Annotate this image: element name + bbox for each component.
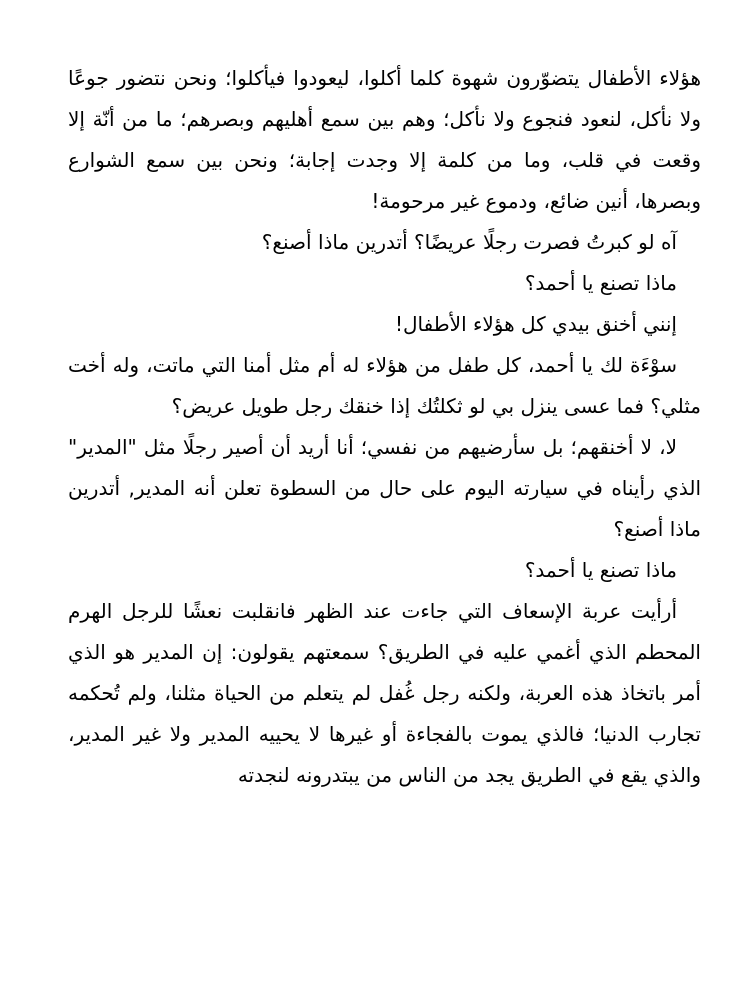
paragraph-3: ماذا تصنع يا أحمد؟ (524, 271, 677, 295)
paragraph-1: هؤلاء الأطفال يتضوّرون شهوة كلما أكلوا، ليعودوا فيأكلوا؛ ونحن نتضور جوعًا ولا نأكل، لنعود فنجوع ولا نأكل؛ وهم بين سمع أهليهم وبصرهم؛ ما من أنّة إلا وقعت في قلب، وما من كلمة إلا وجدت إجابة؛ ونحن بين سمع الشوارع وبصرها، أنين ضائع، ودموع غير مرحومة! (68, 66, 701, 213)
paragraph-7: ماذا تصنع يا أحمد؟ (524, 558, 677, 582)
paragraph-6: لا، لا أخنقهم؛ بل سأرضيهم من نفسي؛ أنا أريد أن أصير رجلًا مثل "المدير" الذي رأيناه في سيارته اليوم على حال من السطوة تعلن أنه المدير, أتدرين ماذا أصنع؟ (68, 435, 701, 541)
document-body (68, 58, 701, 796)
paragraph-5: سوْءَة لك يا أحمد، كل طفل من هؤلاء له أم مثل أمنا التي ماتت، وله أخت مثلي؟ فما عسى ينزل بي لو ثكلتُك إذا خنقك رجل طويل عريض؟ (68, 353, 701, 418)
paragraph-4: إنني أخنق بيدي كل هؤلاء الأطفال! (394, 312, 677, 336)
paragraph-8: أرأيت عربة الإسعاف التي جاءت عند الظهر فانقلبت نعشًا للرجل الهرم المحطم الذي أغمي عليه في الطريق؟ سمعتهم يقولون: إن المدير هو الذي أمر باتخاذ هذه العربة، ولكنه رجل غُفل لم يتعلم من الحياة مثلنا، ولم تُحكمه تجارب الدنيا؛ فالذي يموت بالفجاءة أو غيرها لا يحييه المدير ولا غير المدير، والذي يقع في الطريق يجد من الناس من يبتدرونه لنجدته (68, 599, 701, 787)
paragraph-2: آه لو كبرتُ فصرت رجلًا عريضًا؟ أتدرين ماذا أصنع؟ (261, 230, 677, 254)
